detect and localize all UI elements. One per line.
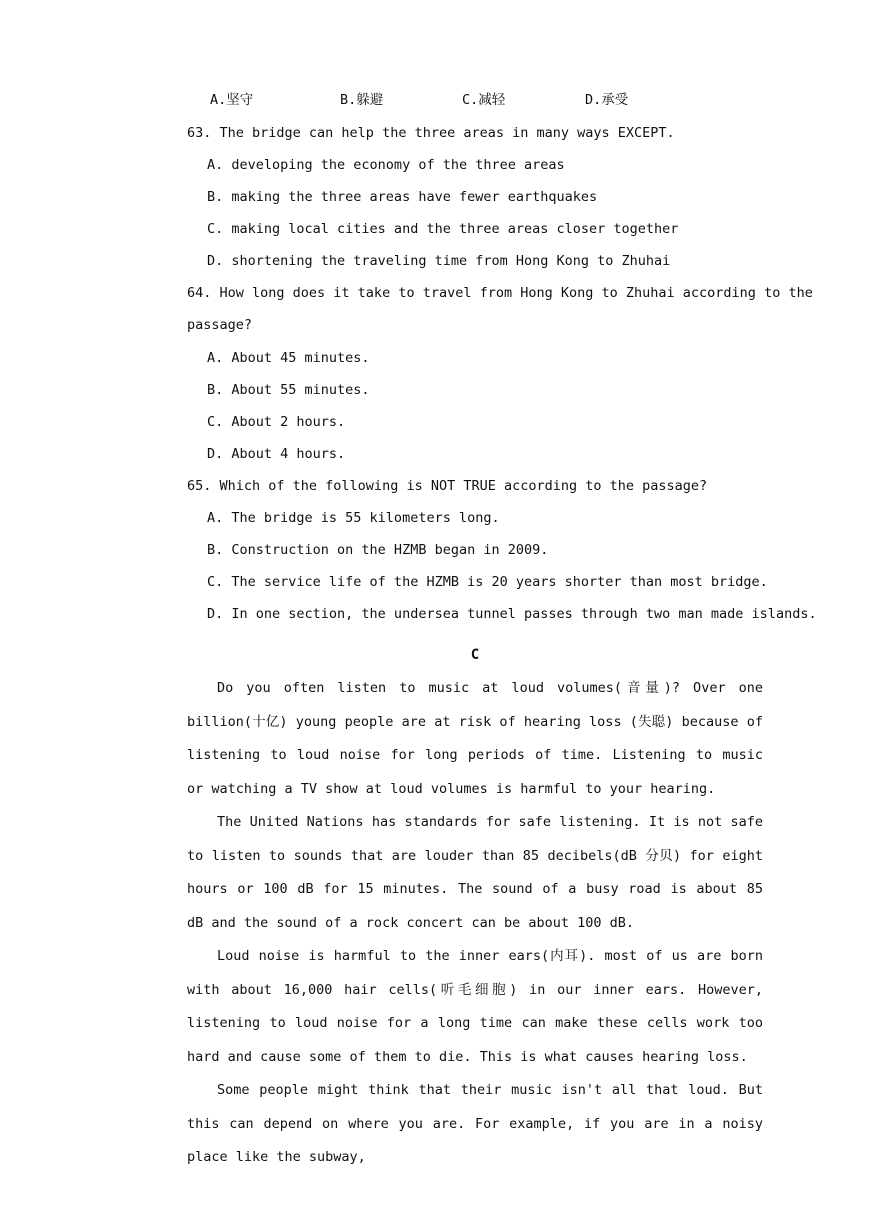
q65-option-a: A. The bridge is 55 kilometers long. (207, 510, 500, 526)
q65-option-b: B. Construction on the HZMB began in 2009. (207, 542, 549, 558)
q64-option-d: D. About 4 hours. (207, 446, 346, 462)
q62-option-c: C.减轻 (462, 92, 506, 108)
q63-option-c: C. making local cities and the three areas closer together (207, 221, 679, 237)
q63-option-b: B. making the three areas have fewer earthquakes (207, 189, 598, 205)
q65-stem: 65. Which of the following is NOT TRUE according to the passage? (187, 478, 708, 494)
q65-option-d: D. In one section, the undersea tunnel passes through two man made islands. (207, 606, 817, 622)
q64-option-b: B. About 55 minutes. (207, 382, 370, 398)
q64-option-c: C. About 2 hours. (207, 414, 346, 430)
passage-paragraph-4: Some people might think that their music isn't all that loud. But this can depend on where you are. For example, if you are in a noisy place like the subway, (187, 1082, 763, 1165)
q64-option-a: A. About 45 minutes. (207, 350, 370, 366)
q62-option-b: B.躲避 (340, 92, 384, 108)
q65-option-c: C. The service life of the HZMB is 20 years shorter than most bridge. (207, 574, 768, 590)
passage-paragraph-2: The United Nations has standards for safe listening. It is not safe to listen to sounds that are louder than 85 decibels(dB 分贝) for eight hours or 100 dB for 15 minutes. The sound of a busy road is about 85 dB and the sound of a rock concert can be about 100 dB. (187, 814, 763, 931)
passage-paragraph-3: Loud noise is harmful to the inner ears(内耳). most of us are born with about 16,000 hair cells(听毛细胞) in our inner ears. However, listening to loud noise for a long time can make these cells work too hard and cause some of them to die. This is what causes hearing loss. (187, 948, 763, 1065)
q63-option-a: A. developing the economy of the three areas (207, 157, 565, 173)
passage-paragraph-1: Do you often listen to music at loud volumes(音量)? Over one billion(十亿) young people are at risk of hearing loss (失聪) because of listening to loud noise for long periods of time. Listening to music or watching a TV show at loud volumes is harmful to your hearing. (187, 680, 763, 797)
q63-stem: 63. The bridge can help the three areas in many ways EXCEPT. (187, 125, 675, 141)
q64-stem-line1: 64. How long does it take to travel from Hong Kong to Zhuhai according to the (187, 285, 813, 301)
q64-stem-line2: passage? (187, 317, 253, 333)
q63-option-d: D. shortening the traveling time from Hong Kong to Zhuhai (207, 253, 671, 269)
section-heading: C (470, 647, 480, 663)
q62-option-a: A.坚守 (210, 92, 254, 108)
q62-option-d: D.承受 (585, 92, 629, 108)
